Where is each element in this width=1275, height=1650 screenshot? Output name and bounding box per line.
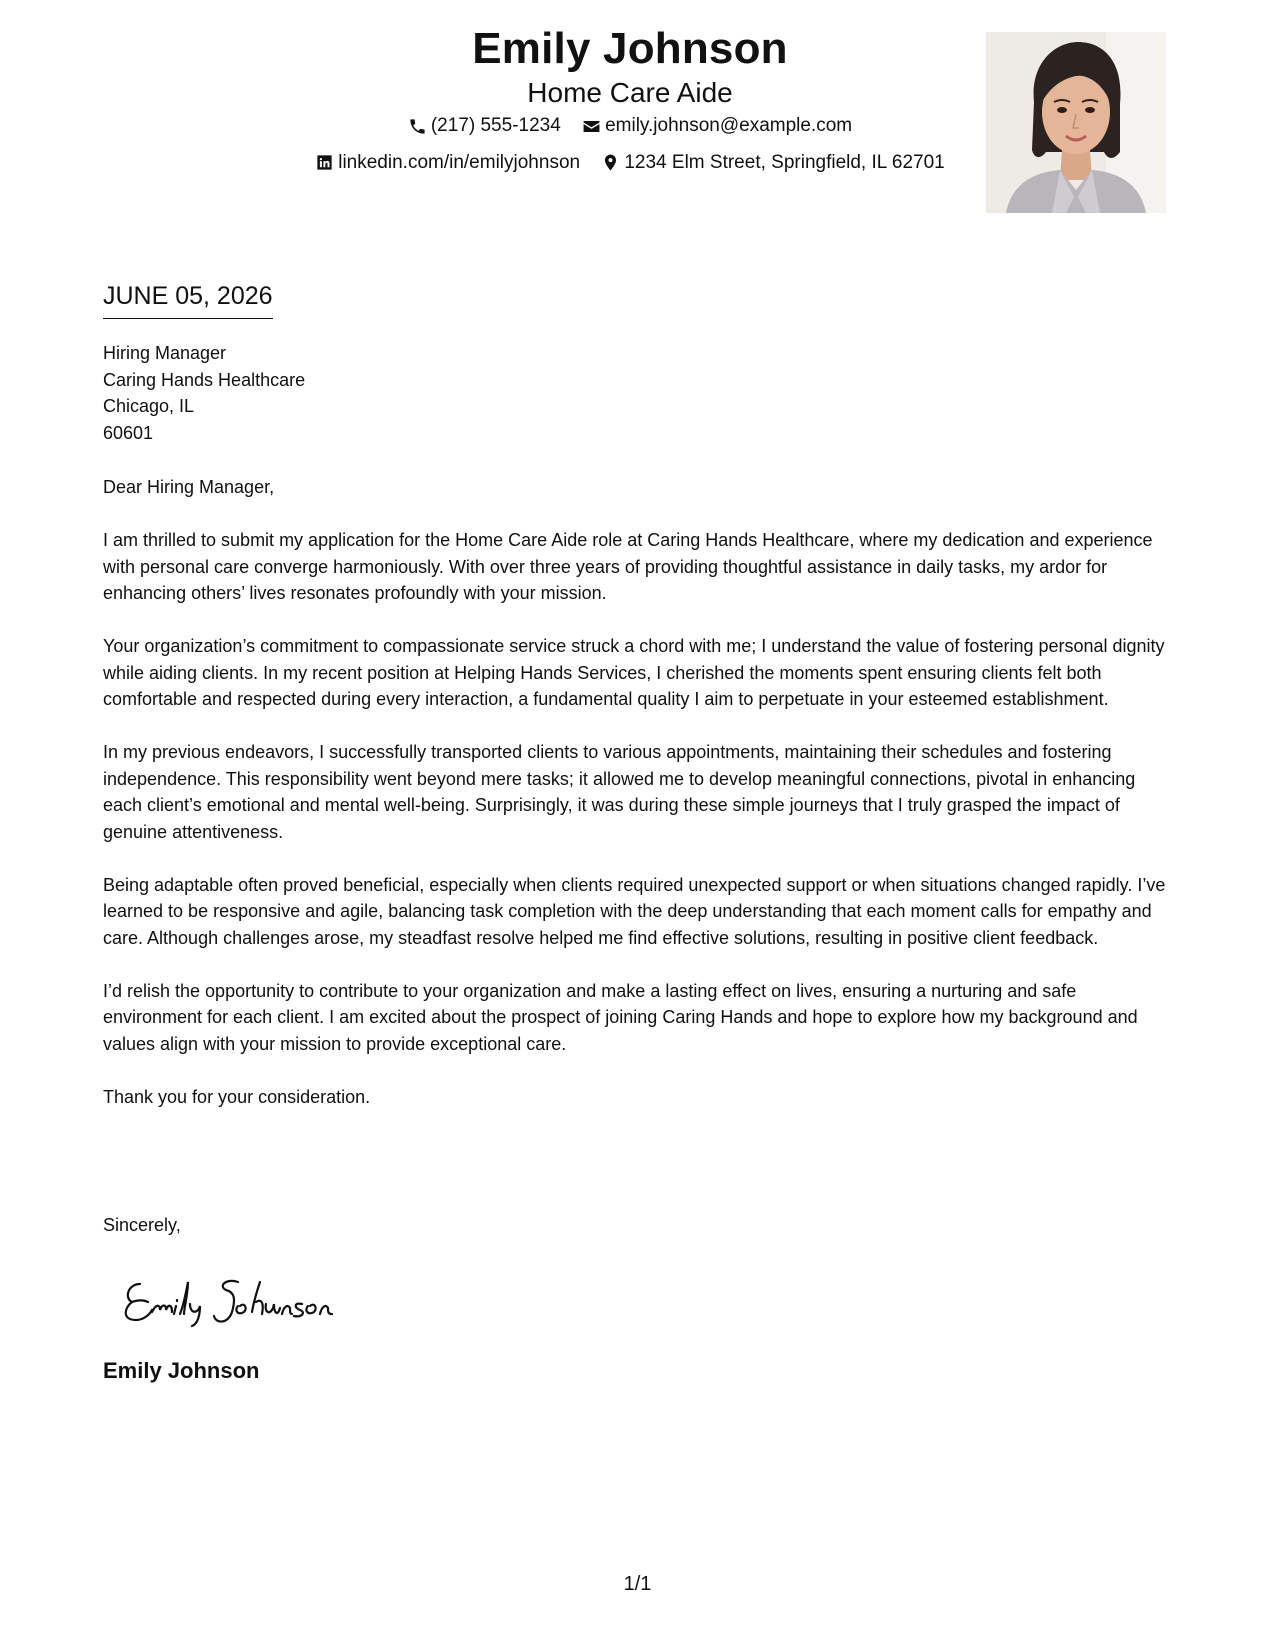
- map-marker-icon: [601, 153, 620, 172]
- letter-header: [260, 20, 1000, 183]
- recipient-line: Caring Hands Healthcare: [103, 369, 306, 390]
- body-paragraph: Thank you for your consideration.: [103, 1086, 371, 1107]
- profile-photo: [986, 32, 1166, 213]
- applicant-name: Emily Johnson: [472, 24, 788, 73]
- recipient-line: Hiring Manager: [103, 343, 227, 363]
- address-contact: [601, 147, 944, 179]
- linkedin-url: linkedin.com/in/emilyjohnson: [338, 151, 581, 173]
- contact-row-1: [260, 110, 1000, 147]
- phone-contact: [408, 110, 561, 142]
- email-address: emily.johnson@example.com: [605, 115, 853, 136]
- handwritten-signature: [118, 1268, 358, 1328]
- body-paragraph: I am thrilled to submit my application for the Home Care Aide role at Caring Hands Healthcare, where my dedication and experience with personal care converge harmoniously. With over three years of providing thoughtful assistance in daily tasks, my ardor for enhancing others’ lives resonates profoundly with your mission.: [103, 530, 1153, 603]
- job-title: Home Care Aide: [527, 77, 733, 108]
- body-paragraph: I’d relish the opportunity to contribute to your organization and make a lasting effect on lives, ensuring a nurturing and safe environment for each client. I am excited about the prospect of joining Caring Hands and hope to explore how my background and values align with your mission to provide exceptional care.: [103, 980, 1138, 1054]
- phone-number: (217) 555-1234: [430, 115, 561, 136]
- letter-body: [103, 474, 1173, 1137]
- body-paragraph: In my previous endeavors, I successfully transported clients to various appointments, maintaining their schedules and fostering independence. This responsibility went beyond mere tasks; it allowed me to develop meaningful connections, pivotal in enhancing each client’s emotional and mental well-being. Surprisingly, it was during these simple journeys that I truly grasped the impact of genuine attentiveness.: [103, 742, 1136, 842]
- linkedin-contact: [315, 147, 580, 179]
- envelope-icon: [582, 117, 601, 136]
- salutation: Dear Hiring Manager,: [103, 477, 275, 497]
- body-paragraph: Your organization’s commitment to compassionate service struck a chord with me; I understand the value of fostering personal dignity while aiding clients. In my recent position at Helping Hands Services, I cherished the moments spent ensuring clients felt both comfortable and respected during every interaction, a fundamental quality I aim to perpetuate in your esteemed establishment.: [103, 636, 1165, 709]
- signer-name: Emily Johnson: [103, 1358, 260, 1383]
- linkedin-icon: [315, 153, 334, 172]
- recipient-line: 60601: [103, 422, 154, 443]
- recipient-line: Chicago, IL: [103, 396, 195, 416]
- contact-row-2: [260, 147, 1000, 184]
- letter-date: JUNE 05, 2026: [103, 280, 273, 319]
- closing: Sincerely,: [103, 1215, 181, 1235]
- email-contact: [582, 110, 852, 142]
- phone-icon: [408, 117, 427, 136]
- body-paragraph: Being adaptable often proved beneficial, especially when clients required unexpected support or when situations changed rapidly. I’ve learned to be responsive and agile, balancing task completion with the deep understanding that each moment calls for empathy and care. Although challenges arose, my steadfast resolve helped me find effective solutions, resulting in positive client feedback.: [103, 874, 1166, 948]
- street-address: 1234 Elm Street, Springfield, IL 62701: [624, 151, 945, 173]
- recipient-address: [103, 340, 305, 446]
- page-number: 1/1: [623, 1573, 652, 1595]
